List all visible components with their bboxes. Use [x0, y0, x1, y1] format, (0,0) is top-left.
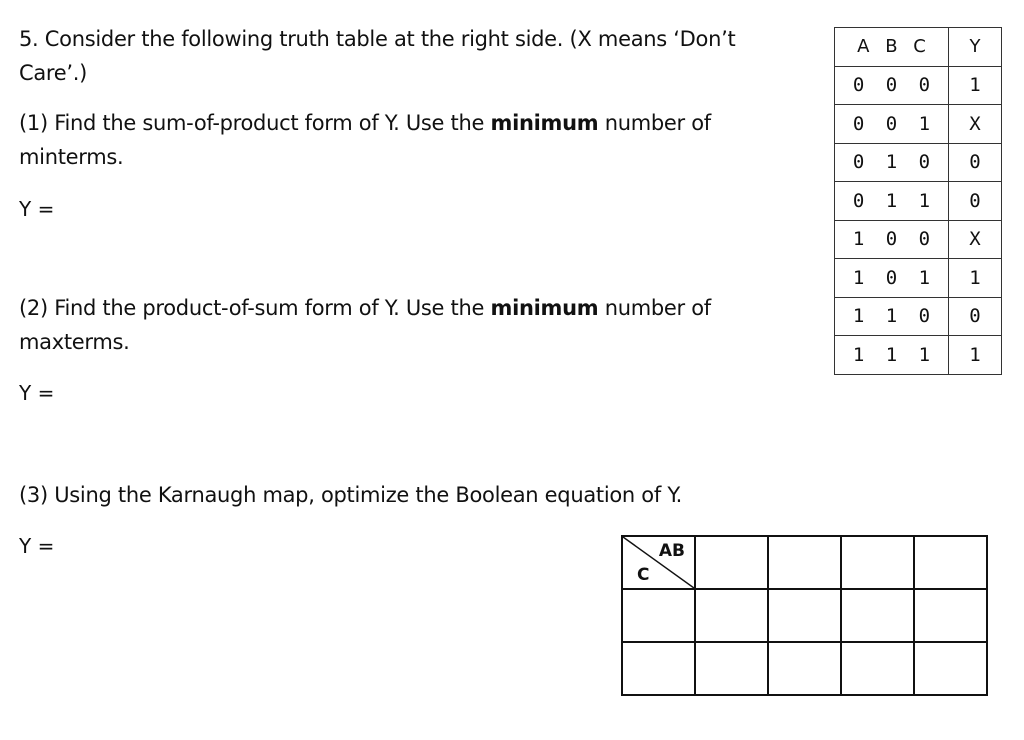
- part3-answer-label: Y =: [19, 534, 55, 558]
- part2-answer-label: Y =: [19, 381, 55, 405]
- kmap-row-variable: C: [637, 565, 650, 585]
- truth-table-output: 1: [949, 66, 1002, 105]
- truth-table-inputs: 1 0 1: [835, 259, 949, 298]
- truth-table-inputs: 0 1 1: [835, 182, 949, 221]
- truth-table-output: X: [949, 105, 1002, 144]
- table-row: [835, 182, 1002, 221]
- part1-emphasis: minimum: [490, 111, 599, 135]
- truth-table-header-output: Y: [949, 28, 1002, 67]
- kmap-cell[interactable]: [768, 642, 841, 695]
- part3-prompt: (3) Using the Karnaugh map, optimize the Boolean equation of Y.: [19, 483, 682, 507]
- kmap-header-row: [622, 536, 987, 589]
- part2-line-1: (2) Find the product-of-sum form of Y. Use the minimum number of: [19, 296, 711, 320]
- kmap-cell[interactable]: [768, 589, 841, 642]
- truth-table-output: 1: [949, 336, 1002, 375]
- kmap-row: [622, 589, 987, 642]
- part1-line-1: (1) Find the sum-of-product form of Y. Use the minimum number of: [19, 111, 711, 135]
- kmap-cell[interactable]: [914, 589, 987, 642]
- kmap-cell[interactable]: [695, 589, 768, 642]
- truth-table-inputs: 1 1 0: [835, 297, 949, 336]
- part2-emphasis: minimum: [490, 296, 599, 320]
- part2-prompt: [19, 291, 711, 359]
- kmap-column-header-cell[interactable]: [914, 536, 987, 589]
- kmap-cell[interactable]: [841, 589, 914, 642]
- table-row: [835, 259, 1002, 298]
- intro-line-2: Care’.): [19, 61, 88, 85]
- truth-table-header-inputs: A B C: [835, 28, 949, 67]
- kmap-row-header-cell[interactable]: [622, 642, 695, 695]
- part1-prompt: [19, 106, 711, 174]
- truth-table-output: 0: [949, 297, 1002, 336]
- part2-line-2: maxterms.: [19, 330, 130, 354]
- truth-table-inputs: 1 0 0: [835, 220, 949, 259]
- table-row: [835, 66, 1002, 105]
- kmap-column-header-cell[interactable]: [768, 536, 841, 589]
- table-row: [835, 143, 1002, 182]
- truth-table-output: X: [949, 220, 1002, 259]
- table-row: [835, 336, 1002, 375]
- truth-table-output: 0: [949, 182, 1002, 221]
- kmap-column-header-cell[interactable]: [841, 536, 914, 589]
- kmap-column-header-cell[interactable]: [695, 536, 768, 589]
- truth-table-inputs: 0 0 0: [835, 66, 949, 105]
- kmap-cell[interactable]: [695, 642, 768, 695]
- part1-line-2: minterms.: [19, 145, 124, 169]
- kmap-row: [622, 642, 987, 695]
- truth-table-output: 0: [949, 143, 1002, 182]
- truth-table-inputs: 0 1 0: [835, 143, 949, 182]
- table-row: [835, 297, 1002, 336]
- kmap-cell[interactable]: [841, 642, 914, 695]
- truth-table: [834, 27, 1002, 375]
- karnaugh-map: [621, 535, 988, 696]
- question-intro: [19, 22, 735, 90]
- kmap-column-variable: AB: [658, 541, 685, 561]
- part1-answer-label: Y =: [19, 197, 55, 221]
- truth-table-inputs: 1 1 1: [835, 336, 949, 375]
- intro-line-1: 5. Consider the following truth table at the right side. (X means ‘Don’t: [19, 27, 736, 51]
- table-row: [835, 220, 1002, 259]
- kmap-row-header-cell[interactable]: [622, 589, 695, 642]
- kmap-cell[interactable]: [914, 642, 987, 695]
- kmap-corner-cell: [622, 536, 695, 589]
- truth-table-header: [835, 28, 1002, 67]
- truth-table-output: 1: [949, 259, 1002, 298]
- truth-table-inputs: 0 0 1: [835, 105, 949, 144]
- table-row: [835, 105, 1002, 144]
